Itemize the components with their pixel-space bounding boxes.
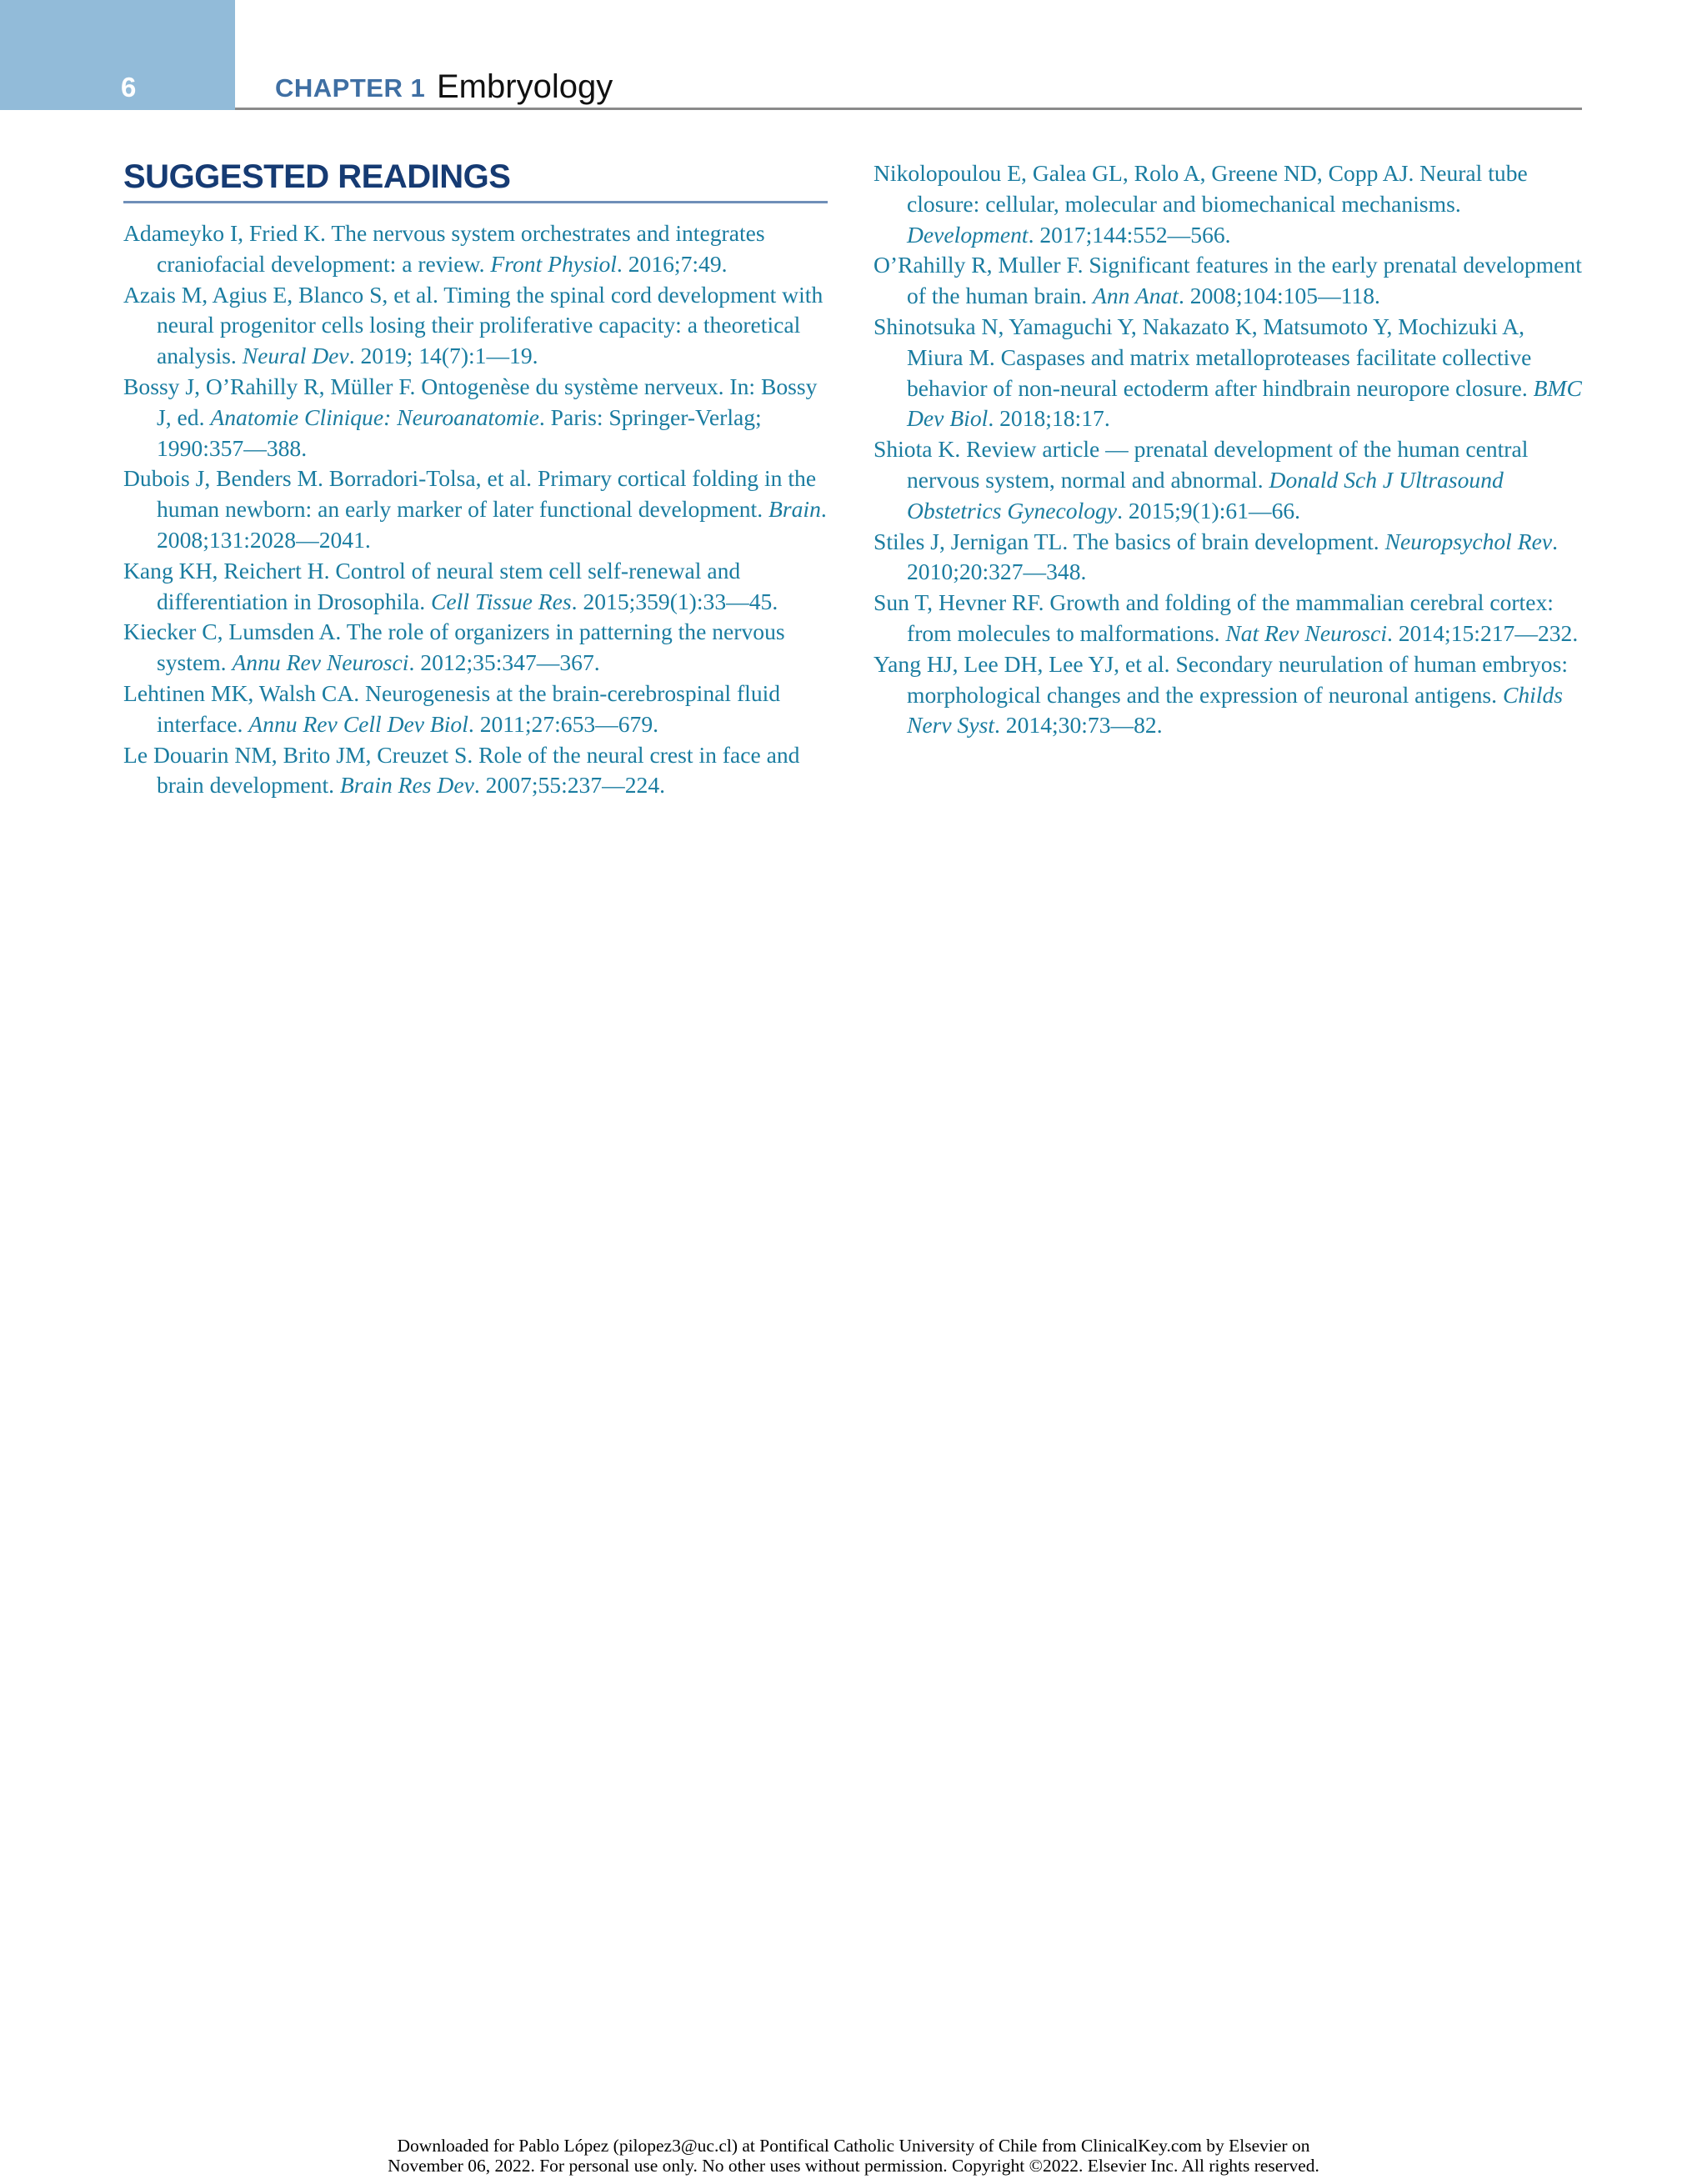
reference-text: Le Douarin NM, Brito JM, Creuzet S. Role of the neural crest in face and brain development. (123, 741, 800, 799)
reference-item (874, 158, 1582, 250)
reference-item (874, 434, 1582, 526)
reference-text: Azais M, Agius E, Blanco S, et al. Timing the spinal cord development with neural progenitor cells losing their proliferative capacity: a theoretical analysis. (123, 281, 823, 369)
reference-citation: . 2016;7:49. (616, 250, 728, 277)
reference-text: Dubois J, Benders M. Borradori-Tolsa, et al. Primary cortical folding in the human newborn: an early marker of later functional development. (123, 465, 817, 523)
reference-text: Kiecker C, Lumsden A. The role of organizers in patterning the nervous system. (123, 619, 785, 676)
reference-text: Adameyko I, Fried K. The nervous system orchestrates and integrates craniofacial development: a review. (123, 220, 765, 277)
reference-item (123, 679, 832, 740)
chapter-label: CHAPTER 1 (275, 73, 426, 103)
reference-journal: Annu Rev Cell Dev Biol (248, 710, 468, 737)
reference-item (123, 218, 832, 280)
reference-citation: . 2014;15:217—232. (1387, 619, 1579, 646)
reference-item (874, 588, 1582, 649)
reference-citation: . 2008;104:105—118. (1178, 283, 1380, 309)
reference-journal: Development (907, 221, 1029, 248)
reference-text: Lehtinen MK, Walsh CA. Neurogenesis at the brain-cerebrospinal fluid interface. (123, 679, 781, 737)
reference-citation: . Paris: Springer-Verlag; 1990:357—388. (157, 403, 762, 461)
chapter-title: Embryology (437, 68, 613, 105)
reference-citation: . 2015;359(1):33—45. (571, 588, 778, 614)
reference-citation: . 2018;18:17. (988, 405, 1110, 432)
footer-line-1: Downloaded for Pablo López (pilopez3@uc.cl) at Pontifical Catholic University of Chile from ClinicalKey.com by Elsevier on (397, 2136, 1310, 2156)
reference-citation: . 2012;35:347—367. (408, 649, 600, 676)
reference-text: Kang KH, Reichert H. Control of neural stem cell self-renewal and differentiation in Drosophila. (123, 557, 741, 614)
reference-item (123, 463, 832, 555)
reference-citation: . 2010;20:327—348. (907, 528, 1558, 585)
reference-text: Bossy J, O’Rahilly R, Müller F. Ontogenèse du système nerveux. In: Bossy J, ed. (123, 373, 818, 430)
reference-journal: Nat Rev Neurosci (1225, 619, 1388, 646)
reference-text: Shiota K. Review article — prenatal development of the human central nervous system, normal and abnormal. (874, 436, 1529, 493)
download-footer (0, 2136, 1707, 2176)
references-left-column (123, 218, 832, 801)
reference-journal: Childs Nerv Syst (907, 681, 1564, 739)
reference-journal: Brain (768, 496, 821, 523)
reference-journal: Neuropsychol Rev (1384, 528, 1553, 554)
reference-text: O’Rahilly R, Muller F. Significant features in the early prenatal development of the human brain. (874, 252, 1582, 309)
page-number: 6 (121, 72, 137, 103)
footer-line-2: November 06, 2022. For personal use only. No other uses without permission. Copyright ©2022. Elsevier Inc. All rights reserved. (388, 2156, 1319, 2176)
reference-text: Stiles J, Jernigan TL. The basics of brain development. (874, 528, 1385, 554)
reference-citation: . 2008;131:2028—2041. (157, 496, 827, 553)
reference-item (123, 372, 832, 463)
reference-citation: . 2019; 14(7):1—19. (348, 343, 538, 369)
reference-item (123, 617, 832, 679)
section-heading: SUGGESTED READINGS (123, 158, 828, 203)
reference-journal: Ann Anat (1093, 283, 1179, 309)
reference-journal: Front Physiol (490, 250, 617, 277)
reference-journal: Annu Rev Neurosci (232, 649, 409, 676)
reference-text: Shinotsuka N, Yamaguchi Y, Nakazato K, Matsumoto Y, Mochizuki A, Miura M. Caspases and matrix metalloproteases facilitate collective behavior of non-neural ectoderm after hindbrain neuropore closure. (874, 313, 1534, 401)
reference-journal: Cell Tissue Res (431, 588, 572, 614)
page-number-tab (0, 0, 235, 110)
reference-item (874, 250, 1582, 312)
reference-item (123, 556, 832, 618)
reference-text: Sun T, Hevner RF. Growth and folding of the mammalian cerebral cortex: from molecules to malformations. (874, 589, 1554, 646)
reference-journal: Neural Dev (242, 343, 349, 369)
reference-text: Yang HJ, Lee DH, Lee YJ, et al. Secondary neurulation of human embryos: morphological changes and the expression of neuronal antigens. (874, 650, 1568, 708)
reference-journal: Brain Res Dev (339, 772, 474, 799)
reference-journal: Donald Sch J Ultrasound Obstetrics Gynecology (907, 466, 1504, 523)
reference-text: Nikolopoulou E, Galea GL, Rolo A, Greene ND, Copp AJ. Neural tube closure: cellular, molecular and biomechanical mechanisms. (874, 160, 1528, 217)
reference-citation: . 2007;55:237—224. (473, 772, 666, 799)
reference-journal: Anatomie Clinique: Neuroanatomie (210, 403, 539, 430)
reference-item (123, 740, 832, 802)
reference-citation: . 2017;144:552—566. (1028, 221, 1231, 248)
reference-citation: . 2011;27:653—679. (468, 710, 659, 737)
references-right-column (874, 158, 1582, 741)
reference-item (874, 649, 1582, 741)
reference-item (874, 312, 1582, 434)
reference-journal: BMC Dev Biol (907, 374, 1582, 432)
reference-item (874, 527, 1582, 589)
reference-citation: . 2014;30:73—82. (994, 712, 1163, 739)
header-rule (235, 108, 1582, 110)
reference-item (123, 280, 832, 372)
reference-citation: . 2015;9(1):61—66. (1117, 497, 1301, 523)
